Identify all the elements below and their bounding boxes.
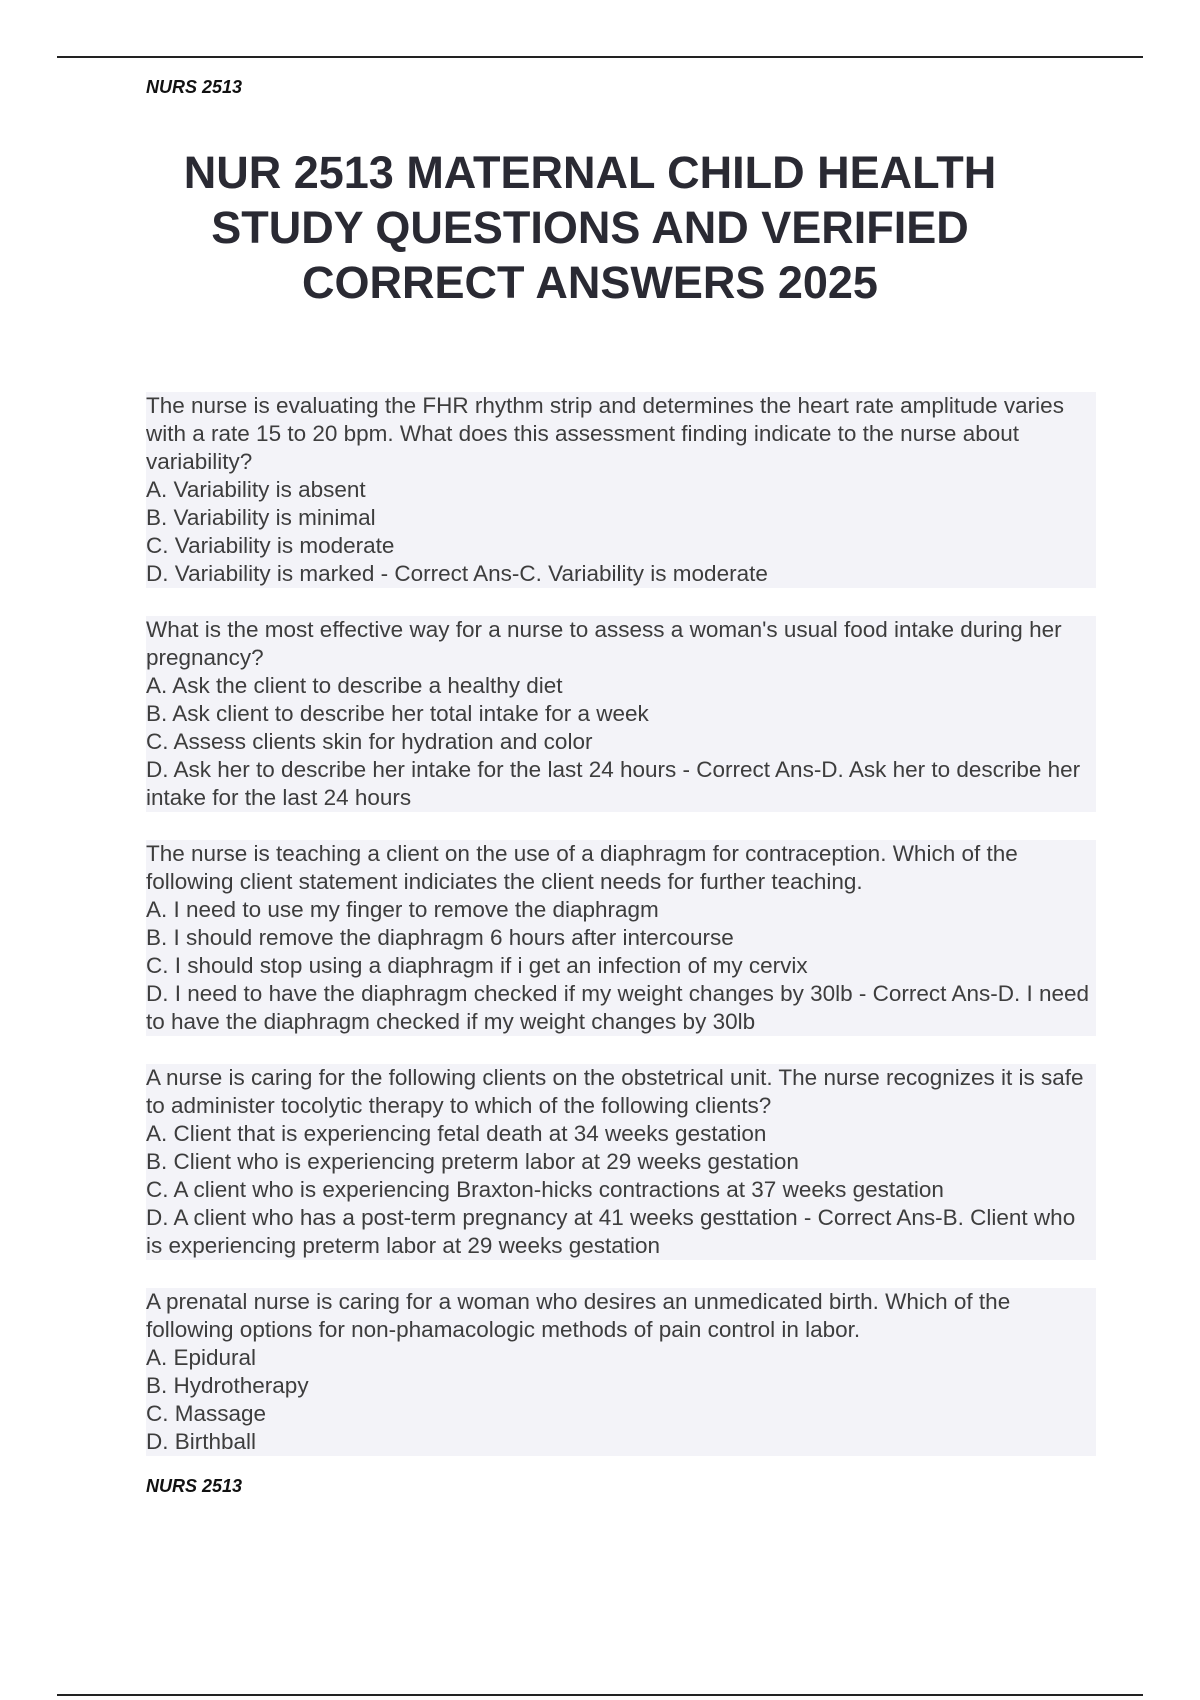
question-item bbox=[146, 392, 1096, 588]
answer-option: A. Ask the client to describe a healthy diet bbox=[146, 672, 1096, 700]
question-stem: What is the most effective way for a nurse to assess a woman's usual food intake during her pregnancy? bbox=[146, 616, 1096, 672]
question-item bbox=[146, 840, 1096, 1036]
answer-option: A. Variability is absent bbox=[146, 476, 1096, 504]
question-list bbox=[146, 392, 1096, 1484]
question-item bbox=[146, 1064, 1096, 1260]
answer-option: C. I should stop using a diaphragm if i get an infection of my cervix bbox=[146, 952, 1096, 980]
answer-option-with-correct-answer: D. Ask her to describe her intake for the last 24 hours - Correct Ans-D. Ask her to describe her intake for the last 24 hours bbox=[146, 756, 1096, 812]
question-stem: The nurse is evaluating the FHR rhythm strip and determines the heart rate amplitude varies with a rate 15 to 20 bpm. What does this assessment finding indicate to the nurse about variability? bbox=[146, 392, 1096, 476]
document-title: NUR 2513 MATERNAL CHILD HEALTH STUDY QUESTIONS AND VERIFIED CORRECT ANSWERS 2025 bbox=[183, 147, 997, 308]
answer-option: D. Birthball bbox=[146, 1428, 1096, 1456]
answer-option: B. Client who is experiencing preterm labor at 29 weeks gestation bbox=[146, 1148, 1096, 1176]
answer-option: C. Assess clients skin for hydration and color bbox=[146, 728, 1096, 756]
answer-option-with-correct-answer: D. Variability is marked - Correct Ans-C. Variability is moderate bbox=[146, 560, 1096, 588]
answer-option: A. I need to use my finger to remove the diaphragm bbox=[146, 896, 1096, 924]
answer-option: C. Massage bbox=[146, 1400, 1096, 1428]
answer-option-with-correct-answer: D. A client who has a post-term pregnancy at 41 weeks gesttation - Correct Ans-B. Client who is experiencing preterm labor at 29 weeks gestation bbox=[146, 1204, 1096, 1260]
answer-option-with-correct-answer: D. I need to have the diaphragm checked if my weight changes by 30lb - Correct Ans-D. I need to have the diaphragm checked if my weight changes by 30lb bbox=[146, 980, 1096, 1036]
running-footer: NURS 2513 bbox=[146, 1476, 243, 1496]
answer-option: B. Variability is minimal bbox=[146, 504, 1096, 532]
answer-option: B. Ask client to describe her total intake for a week bbox=[146, 700, 1096, 728]
question-stem: The nurse is teaching a client on the use of a diaphragm for contraception. Which of the following client statement indiciates the client needs for further teaching. bbox=[146, 840, 1096, 896]
footer-rule bbox=[57, 1694, 1143, 1696]
answer-option: C. A client who is experiencing Braxton-hicks contractions at 37 weeks gestation bbox=[146, 1176, 1096, 1204]
answer-option: B. Hydrotherapy bbox=[146, 1372, 1096, 1400]
answer-option: B. I should remove the diaphragm 6 hours after intercourse bbox=[146, 924, 1096, 952]
question-stem: A prenatal nurse is caring for a woman who desires an unmedicated birth. Which of the following options for non-phamacologic methods of pain control in labor. bbox=[146, 1288, 1096, 1344]
question-item bbox=[146, 1288, 1096, 1456]
answer-option: C. Variability is moderate bbox=[146, 532, 1096, 560]
running-header: NURS 2513 bbox=[146, 77, 243, 97]
header-rule bbox=[57, 56, 1143, 58]
answer-option: A. Client that is experiencing fetal death at 34 weeks gestation bbox=[146, 1120, 1096, 1148]
question-stem: A nurse is caring for the following clients on the obstetrical unit. The nurse recognizes it is safe to administer tocolytic therapy to which of the following clients? bbox=[146, 1064, 1096, 1120]
answer-option: A. Epidural bbox=[146, 1344, 1096, 1372]
question-item bbox=[146, 616, 1096, 812]
